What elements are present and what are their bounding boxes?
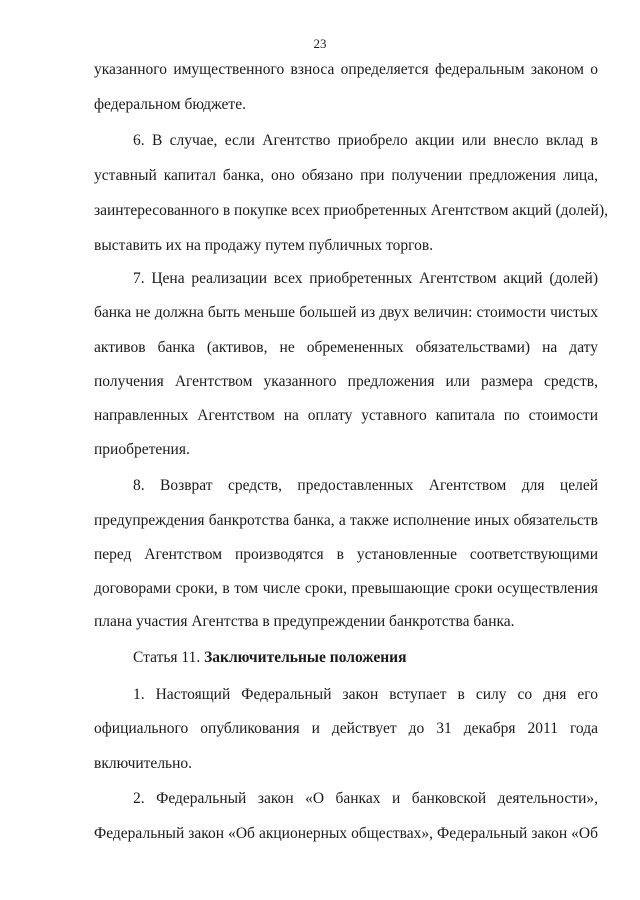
text-line: заинтересованного в покупке всех приобретенных Агентством акций (долей), xyxy=(94,202,608,219)
text-line: направленных Агентством на оплату уставного капитала по стоимости xyxy=(94,407,598,424)
text-line: выставить их на продажу путем публичных торгов. xyxy=(94,237,434,254)
text-line: активов банка (активов, не обремененных обязательствами) на дату xyxy=(94,339,598,356)
text-line: приобретения. xyxy=(94,441,190,458)
text-line: указанного имущественного взноса определяется федеральным законом о xyxy=(94,61,598,78)
article-heading-prefix: Статья 11. xyxy=(133,649,201,666)
text-line: уставный капитал банка, оно обязано при получении предложения лица, xyxy=(94,167,598,184)
paragraph-first-line: 8. Возврат средств, предоставленных Агентством для целей xyxy=(133,477,598,494)
paragraph-first-line: 7. Цена реализации всех приобретенных Агентством акций (долей) xyxy=(133,270,598,287)
text-line: плана участия Агентства в предупреждении банкротства банка. xyxy=(94,613,515,630)
text-line: официального опубликования и действует до 31 декабря 2011 года xyxy=(94,720,598,737)
text-line: включительно. xyxy=(94,755,193,772)
paragraph-first-line: 1. Настоящий Федеральный закон вступает в силу со дня его xyxy=(133,686,598,703)
article-heading xyxy=(133,648,598,668)
article-heading-title: Заключительные положения xyxy=(204,649,407,666)
text-line: банка не должна быть меньше большей из двух величин: стоимости чистых xyxy=(94,304,598,321)
text-line: перед Агентством производятся в установленные соответствующими xyxy=(94,546,598,563)
text-line: получения Агентством указанного предложения или размера средств, xyxy=(94,373,598,390)
text-line: Федеральный закон «Об акционерных обществах», Федеральный закон «Об xyxy=(94,825,598,842)
page-number: 23 xyxy=(313,36,327,51)
text-line: федеральном бюджете. xyxy=(94,96,246,113)
text-line: предупреждения банкротства банка, а также исполнение иных обязательств xyxy=(94,512,598,529)
paragraph-first-line: 2. Федеральный закон «О банках и банковской деятельности», xyxy=(133,790,598,807)
paragraph-first-line: 6. В случае, если Агентство приобрело акции или внесло вклад в xyxy=(133,132,598,149)
text-line: договорами сроки, в том числе сроки, превышающие сроки осуществления xyxy=(94,580,598,597)
